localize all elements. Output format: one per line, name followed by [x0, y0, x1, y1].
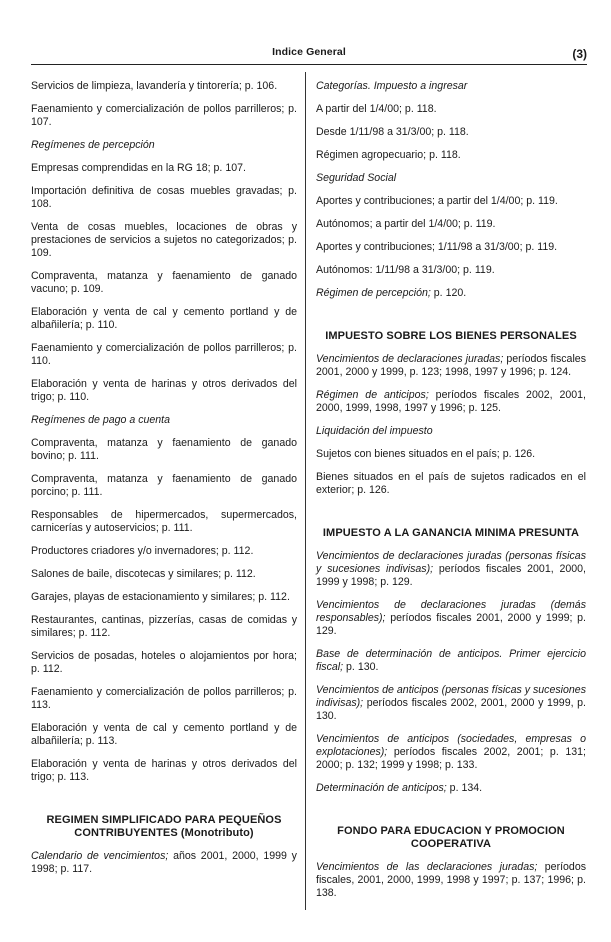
index-entry: Salones de baile, discotecas y similares; p. 112. [31, 568, 256, 580]
entry-detail: p. 120. [430, 287, 467, 299]
entry-detail: períodos fiscales 2002, 2001, 2000 y 1999, p. 130. [316, 697, 586, 722]
page-number: (3) [572, 47, 587, 61]
index-entry: Aportes y contribuciones; 1/11/98 a 31/3/00; p. 119. [316, 241, 558, 253]
entry-detail: períodos fiscales 2001, 2000 y 1999; p. 129. [316, 612, 586, 637]
entry-topic: Determinación de anticipos; [316, 782, 447, 794]
index-entry: Garajes, playas de estacionamiento y similares; p. 112. [31, 591, 290, 603]
index-entry: Elaboración y venta de harinas y otros derivados del trigo; p. 110. [31, 378, 297, 403]
index-entry: Elaboración y venta de cal y cemento portland y de albañilería; p. 110. [31, 306, 297, 331]
section-title-fondo-cooperativa: FONDO PARA EDUCACION Y PROMOCION COOPERATIVA [337, 825, 565, 850]
index-entry [316, 389, 586, 415]
index-entry: Compraventa, matanza y faenamiento de ganado vacuno; p. 109. [31, 270, 297, 295]
entry-topic: Vencimientos de declaraciones juradas; [316, 353, 504, 365]
header-title: Indice General [272, 46, 346, 58]
index-entry: Responsables de hipermercados, supermercados, carnicerías y autoservicios; p. 111. [31, 509, 297, 534]
index-entry: A partir del 1/4/00; p. 118. [316, 103, 437, 115]
entry-topic: Vencimientos de anticipos (personas físicas y sucesiones indivisas); [316, 684, 586, 709]
index-entry: Faenamiento y comercialización de pollos parrilleros; p. 110. [31, 342, 297, 367]
index-entry: Aportes y contribuciones; a partir del 1/4/00; p. 119. [316, 195, 558, 207]
right-column [316, 80, 586, 900]
index-entry [31, 850, 297, 876]
entry-topic: Vencimientos de las declaraciones juradas; [316, 861, 538, 873]
index-entry: Faenamiento y comercialización de pollos parrilleros; p. 107. [31, 103, 297, 128]
entry-detail: períodos fiscales 2002, 2001, 2000, 1999, 1998, 1997 y 1996; p. 125. [316, 389, 586, 414]
index-entry: Servicios de posadas, hoteles o alojamientos por hora; p. 112. [31, 650, 297, 675]
index-entry [316, 684, 586, 723]
section-title-monotributo: REGIMEN SIMPLIFICADO PARA PEQUEÑOS CONTRIBUYENTES (Monotributo) [46, 814, 282, 839]
subsection-heading: Categorías. Impuesto a ingresar [316, 80, 468, 92]
index-entry: Compraventa, matanza y faenamiento de ganado bovino; p. 111. [31, 437, 297, 462]
entry-detail: períodos fiscales 2001, 2000, 1999 y 1998; p. 129. [316, 563, 586, 588]
entry-topic: Vencimientos de declaraciones juradas (demás responsables); [316, 599, 586, 624]
index-entry [316, 733, 586, 772]
index-entry: Importación definitiva de cosas muebles gravadas; p. 108. [31, 185, 297, 210]
index-entry [316, 782, 586, 795]
index-entry [316, 353, 586, 379]
index-entry: Servicios de limpieza, lavandería y tintorería; p. 106. [31, 80, 278, 92]
left-column [31, 80, 297, 876]
index-entry: Elaboración y venta de cal y cemento portland y de albañilería; p. 113. [31, 722, 297, 747]
index-entry [316, 648, 586, 674]
entry-topic: Base de determinación de anticipos. Primer ejercicio fiscal; [316, 648, 586, 673]
entry-detail: períodos fiscales 2001, 2000 y 1999, p. 123; 1998, 1997 y 1996; p. 124. [316, 353, 586, 378]
index-entry: Régimen agropecuario; p. 118. [316, 149, 461, 161]
index-entry: Autónomos; a partir del 1/4/00; p. 119. [316, 218, 496, 230]
index-entry: Sujetos con bienes situados en el país; p. 126. [316, 448, 536, 460]
index-entry: Empresas comprendidas en la RG 18; p. 107. [31, 162, 246, 174]
subsection-heading: Seguridad Social [316, 172, 397, 184]
index-entry: Productores criadores y/o invernadores; p. 112. [31, 545, 254, 557]
entry-detail: años 2001, 2000, 1999 y 1998; p. 117. [31, 850, 297, 875]
subsection-heading: Liquidación del impuesto [316, 425, 433, 437]
section-title-bienes-personales: IMPUESTO SOBRE LOS BIENES PERSONALES [325, 330, 577, 342]
index-entry: Venta de cosas muebles, locaciones de obras y prestaciones de servicios a sujetos no categorizados; p. 109. [31, 221, 297, 259]
column-divider [305, 72, 306, 910]
index-entry: Elaboración y venta de harinas y otros derivados del trigo; p. 113. [31, 758, 297, 783]
entry-topic: Régimen de percepción; [316, 287, 431, 299]
index-entry [316, 550, 586, 589]
entry-detail: p. 130. [343, 661, 379, 673]
entry-detail: períodos fiscales, 2001, 2000, 1999, 1998 y 1997; p. 137; 1996; p. 138. [316, 861, 587, 899]
subsection-heading: Regímenes de percepción [31, 139, 155, 151]
index-entry: Bienes situados en el país de sujetos radicados en el exterior; p. 126. [316, 471, 586, 496]
page-header [31, 44, 587, 65]
index-entry: Desde 1/11/98 a 31/3/00; p. 118. [316, 126, 469, 138]
index-entry [316, 861, 586, 900]
subsection-heading: Regímenes de pago a cuenta [31, 414, 170, 426]
index-entry [316, 287, 586, 300]
index-entry: Compraventa, matanza y faenamiento de ganado porcino; p. 111. [31, 473, 297, 498]
index-entry [316, 599, 586, 638]
entry-detail: p. 134. [446, 782, 483, 794]
entry-topic: Vencimientos de declaraciones juradas (personas físicas y sucesiones indivisas); [316, 550, 586, 575]
entry-topic: Régimen de anticipos; [316, 389, 429, 401]
entry-topic: Calendario de vencimientos; [31, 850, 169, 862]
entry-detail: períodos fiscales 2002, 2001; p. 131; 2000; p. 132; 1999 y 1998; p. 133. [316, 746, 586, 771]
index-entry: Faenamiento y comercialización de pollos parrilleros; p. 113. [31, 686, 297, 711]
section-title-ganancia-minima: IMPUESTO A LA GANANCIA MINIMA PRESUNTA [322, 527, 580, 539]
index-entry: Autónomos: 1/11/98 a 31/3/00; p. 119. [316, 264, 495, 276]
index-entry: Restaurantes, cantinas, pizzerías, casas de comidas y similares; p. 112. [31, 614, 297, 639]
entry-topic: Vencimientos de anticipos (sociedades, empresas o explotaciones); [316, 733, 586, 758]
